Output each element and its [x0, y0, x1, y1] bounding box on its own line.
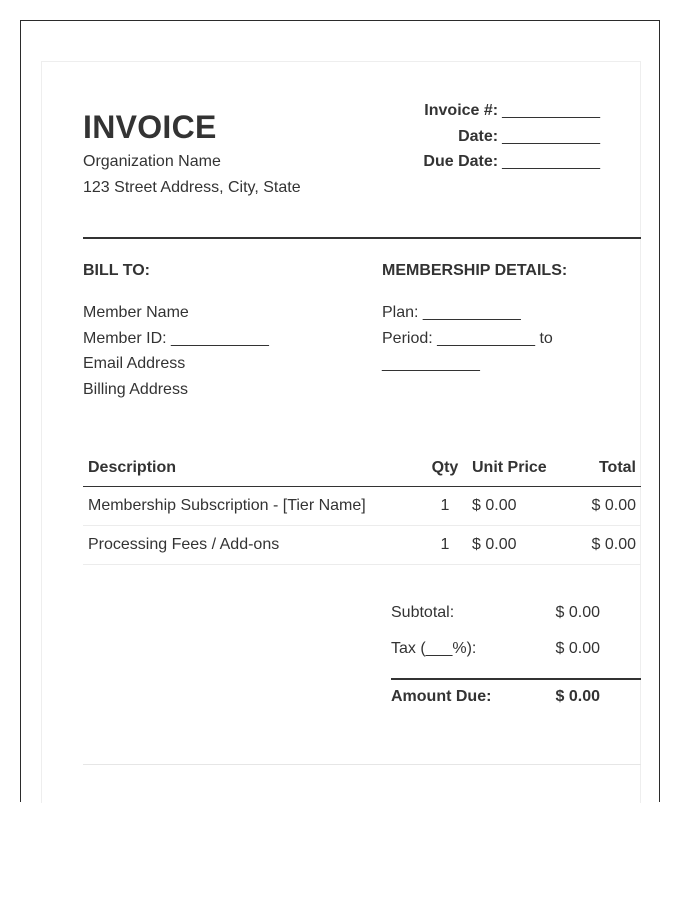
- column-header-unit-price: Unit Price: [467, 450, 569, 487]
- due-date-value[interactable]: ___________: [502, 153, 600, 170]
- invoice-number-row: [424, 102, 600, 120]
- row-description: Membership Subscription - [Tier Name]: [83, 487, 423, 526]
- amount-due-label: Amount Due:: [391, 688, 492, 705]
- row-total: $ 0.00: [569, 526, 641, 565]
- column-header-total: Total: [569, 450, 641, 487]
- amount-due-value: $ 0.00: [555, 688, 600, 705]
- invoice-title: INVOICE: [83, 109, 217, 145]
- due-date-row: [423, 153, 600, 171]
- date-label: Date:: [458, 128, 499, 145]
- organization-address: 123 Street Address, City, State: [83, 179, 301, 196]
- tax-label: Tax (___%):: [391, 640, 477, 657]
- page-frame: [20, 20, 660, 802]
- row-unit-price: $ 0.00: [467, 526, 569, 565]
- table-row: [83, 487, 641, 526]
- due-date-label: Due Date:: [423, 153, 499, 170]
- row-qty: 1: [423, 526, 467, 565]
- date-value[interactable]: ___________: [502, 128, 600, 145]
- line-items-table: [83, 450, 641, 565]
- invoice-number-value[interactable]: ___________: [502, 102, 600, 119]
- member-name: Member Name: [83, 304, 189, 321]
- row-qty: 1: [423, 487, 467, 526]
- row-description: Processing Fees / Add-ons: [83, 526, 423, 565]
- column-header-description: Description: [83, 450, 423, 487]
- header-divider: [83, 237, 641, 239]
- footer-divider: [83, 764, 641, 765]
- invoice-number-label: Invoice #:: [424, 102, 499, 119]
- bill-to-heading: BILL TO:: [83, 262, 150, 279]
- membership-period-end: ___________: [382, 355, 480, 372]
- row-unit-price: $ 0.00: [467, 487, 569, 526]
- member-id: Member ID: ___________: [83, 330, 269, 347]
- row-total: $ 0.00: [569, 487, 641, 526]
- column-header-qty: Qty: [423, 450, 467, 487]
- table-row: [83, 526, 641, 565]
- subtotal-value: $ 0.00: [555, 604, 600, 621]
- membership-details-heading: MEMBERSHIP DETAILS:: [382, 262, 568, 279]
- invoice-sheet: [41, 61, 641, 803]
- totals-divider: [391, 678, 641, 680]
- tax-value: $ 0.00: [555, 640, 600, 657]
- billing-address: Billing Address: [83, 381, 188, 398]
- date-row: [458, 128, 600, 146]
- membership-plan: Plan: ___________: [382, 304, 521, 321]
- organization-name: Organization Name: [83, 153, 221, 170]
- table-header-row: [83, 450, 641, 487]
- email-address: Email Address: [83, 355, 186, 372]
- subtotal-label: Subtotal:: [391, 604, 455, 621]
- membership-period: Period: ___________ to: [382, 330, 553, 347]
